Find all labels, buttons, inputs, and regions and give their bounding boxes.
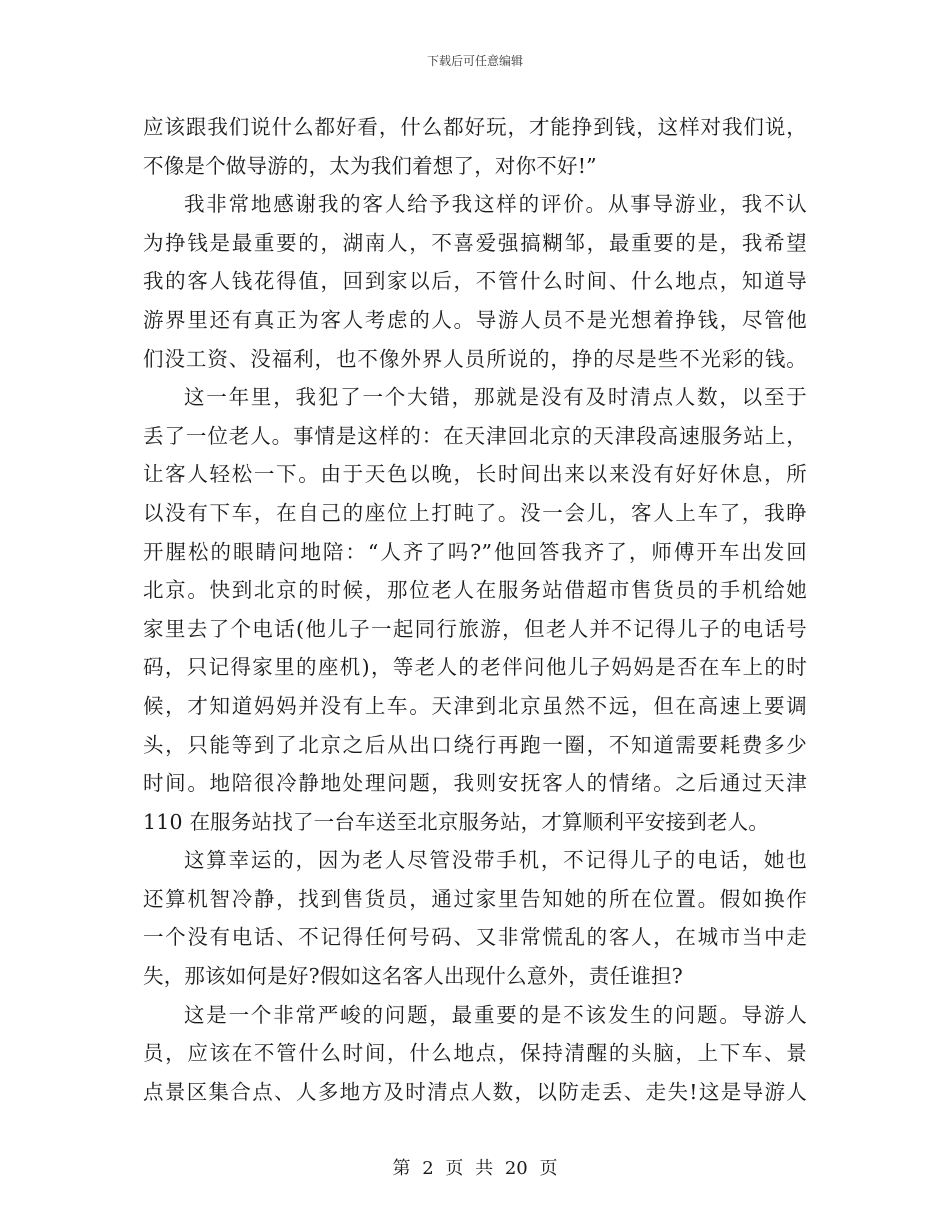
text-line: 一个没有电话、不记得任何号码、又非常慌乱的客人，在城市当中走 <box>143 925 807 950</box>
text-line: 不像是个做导游的，太为我们着想了，对你不好!” <box>143 153 597 178</box>
text-line: 应该跟我们说什么都好看，什么都好玩，才能挣到钱，这样对我们说， <box>143 115 807 139</box>
text-line: 北京。快到北京的时候，那位老人在服务站借超市售货员的手机给她 <box>143 578 807 603</box>
page-footer: 第 2 页 共 20 页 <box>392 1158 558 1179</box>
text-line: 这是一个非常严峻的问题，最重要的是不该发生的问题。导游人 <box>184 1002 807 1027</box>
text-line: 让客人轻松一下。由于天色以晚，长时间出来以来没有好好休息，所 <box>143 462 807 487</box>
text-line: 还算机智冷静，找到售货员，通过家里告知她的所在位置。假如换作 <box>143 886 807 911</box>
document-body <box>143 108 807 1111</box>
text-line: 失，那该如何是好?假如这名客人出现什么意外，责任谁担? <box>143 964 683 989</box>
page-header: 下载后可任意编辑 <box>426 54 523 68</box>
text-line: 们没工资、没福利，也不像外界人员所说的，挣的尽是些不光彩的钱。 <box>143 346 807 371</box>
text-line: 点景区集合点、人多地方及时清点人数，以防走丢、走失!这是导游人 <box>143 1079 807 1104</box>
text-line: 时间。地陪很冷静地处理问题，我则安抚客人的情绪。之后通过天津 <box>143 771 807 796</box>
text-line: 头，只能等到了北京之后从出口绕行再跑一圈，不知道需要耗费多少 <box>143 732 807 757</box>
text-line: 候，才知道妈妈并没有上车。天津到北京虽然不远，但在高速上要调 <box>143 693 807 718</box>
text-line: 我非常地感谢我的客人给予我这样的评价。从事导游业，我不认 <box>184 192 807 217</box>
text-line: 员，应该在不管什么时间，什么地点，保持清醒的头脑，上下车、景 <box>143 1041 807 1066</box>
text-line: 开腥松的眼睛问地陪：“人齐了吗?”他回答我齐了，师傅开车出发回 <box>143 539 807 564</box>
text-line: 我的客人钱花得值，回到家以后，不管什么时间、什么地点，知道导 <box>143 269 807 294</box>
text-line: 这算幸运的，因为老人尽管没带手机，不记得儿子的电话，她也 <box>184 848 807 873</box>
text-line: 家里去了个电话(他儿子一起同行旅游，但老人并不记得儿子的电话号 <box>143 616 807 641</box>
text-line: 游界里还有真正为客人考虑的人。导游人员不是光想着挣钱，尽管他 <box>143 307 807 332</box>
text-line: 丢了一位老人。事情是这样的：在天津回北京的天津段高速服务站上， <box>143 423 807 448</box>
text-line: 码，只记得家里的座机)，等老人的老伴问他儿子妈妈是否在车上的时 <box>143 655 807 680</box>
text-line: 这一年里，我犯了一个大错，那就是没有及时清点人数，以至于 <box>184 385 807 410</box>
text-line: 110 在服务站找了一台车送至北京服务站，才算顺利平安接到老人。 <box>143 809 770 834</box>
text-line: 以没有下车，在自己的座位上打盹了。没一会儿，客人上车了，我睁 <box>143 500 807 525</box>
text-line: 为挣钱是最重要的，湖南人，不喜爱强搞糊邹，最重要的是，我希望 <box>143 230 807 255</box>
